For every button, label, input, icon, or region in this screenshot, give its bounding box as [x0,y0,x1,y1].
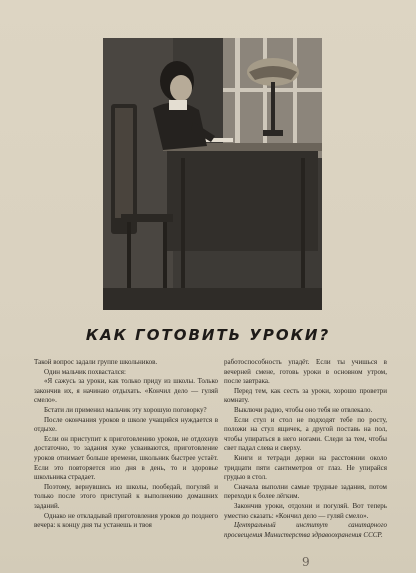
paragraph: Бстати ли применил мальчик эту хорошую поговорку? [44,405,207,414]
article-title: КАК ГОТОВИТЬ УРОКИ? [85,326,331,344]
article-signature: Центральный институт санитарного просвещения Министерства здравоохранения СССР. [224,521,387,539]
paragraph: Сначала выполни самые трудные задания, потом переходи к более лёгким. [224,482,387,501]
paragraph: Книги и тетради держи на расстоянии около тридцати пяти сантиметров от глаз. Не упирайся грудью в стол. [224,453,387,482]
article-column-right [224,358,387,540]
paragraph: Однако не откладывай приготовления уроков до позднего вечера: к концу дня ты устанешь и твоя [34,511,218,530]
paragraph: Такой вопрос задали группе школьников. [34,358,158,366]
article-column-left [34,358,218,531]
photo-girl-doing-homework [103,38,322,310]
page-number: 9 [302,555,310,569]
paragraph: Выключи радио, чтобы оно тебя не отвлекало. [234,405,373,414]
paragraph: Если он приступит к приготовлению уроков, не отдохнув достаточно, то задания хуже усваиваются, приготовление уроков отнимает больше времени, школьник быстрее устаёт. Если это повторяется изо дня в день, то и здоровье школьника страдает. [34,434,218,482]
paragraph: Поэтому, вернувшись из школы, пообедай, погуляй и только после этого приступай к выполнению домашних заданий. [34,482,218,510]
paragraph: Перед тем, как сесть за уроки, хорошо проветри комнату. [224,386,387,405]
paragraph: Закончив уроки, отдохни и погуляй. Вот теперь уместно сказать: «Кончил дело — гуляй смело». [224,501,387,520]
paragraph: Если стул и стол не подходят тебе по росту, положи на стул ящичек, а другой поставь на пол, чтобы упираться в него ногами. Следи за тем, чтобы свет падал слева и сверху. [224,415,387,453]
paragraph: «Я сажусь за уроки, как только приду из школы. Только закончив их, я начинаю отдыхать. «Кончил дело — гуляй смело». [34,377,218,405]
paragraph: После окончания уроков в школе учащийся нуждается в отдыхе. [34,415,218,434]
paragraph: работоспособность упадёт. Если ты учишься в вечерней смене, готовь уроки в основном утром, после завтрака. [224,358,387,386]
paragraph: Один мальчик похвастался: [44,367,126,376]
